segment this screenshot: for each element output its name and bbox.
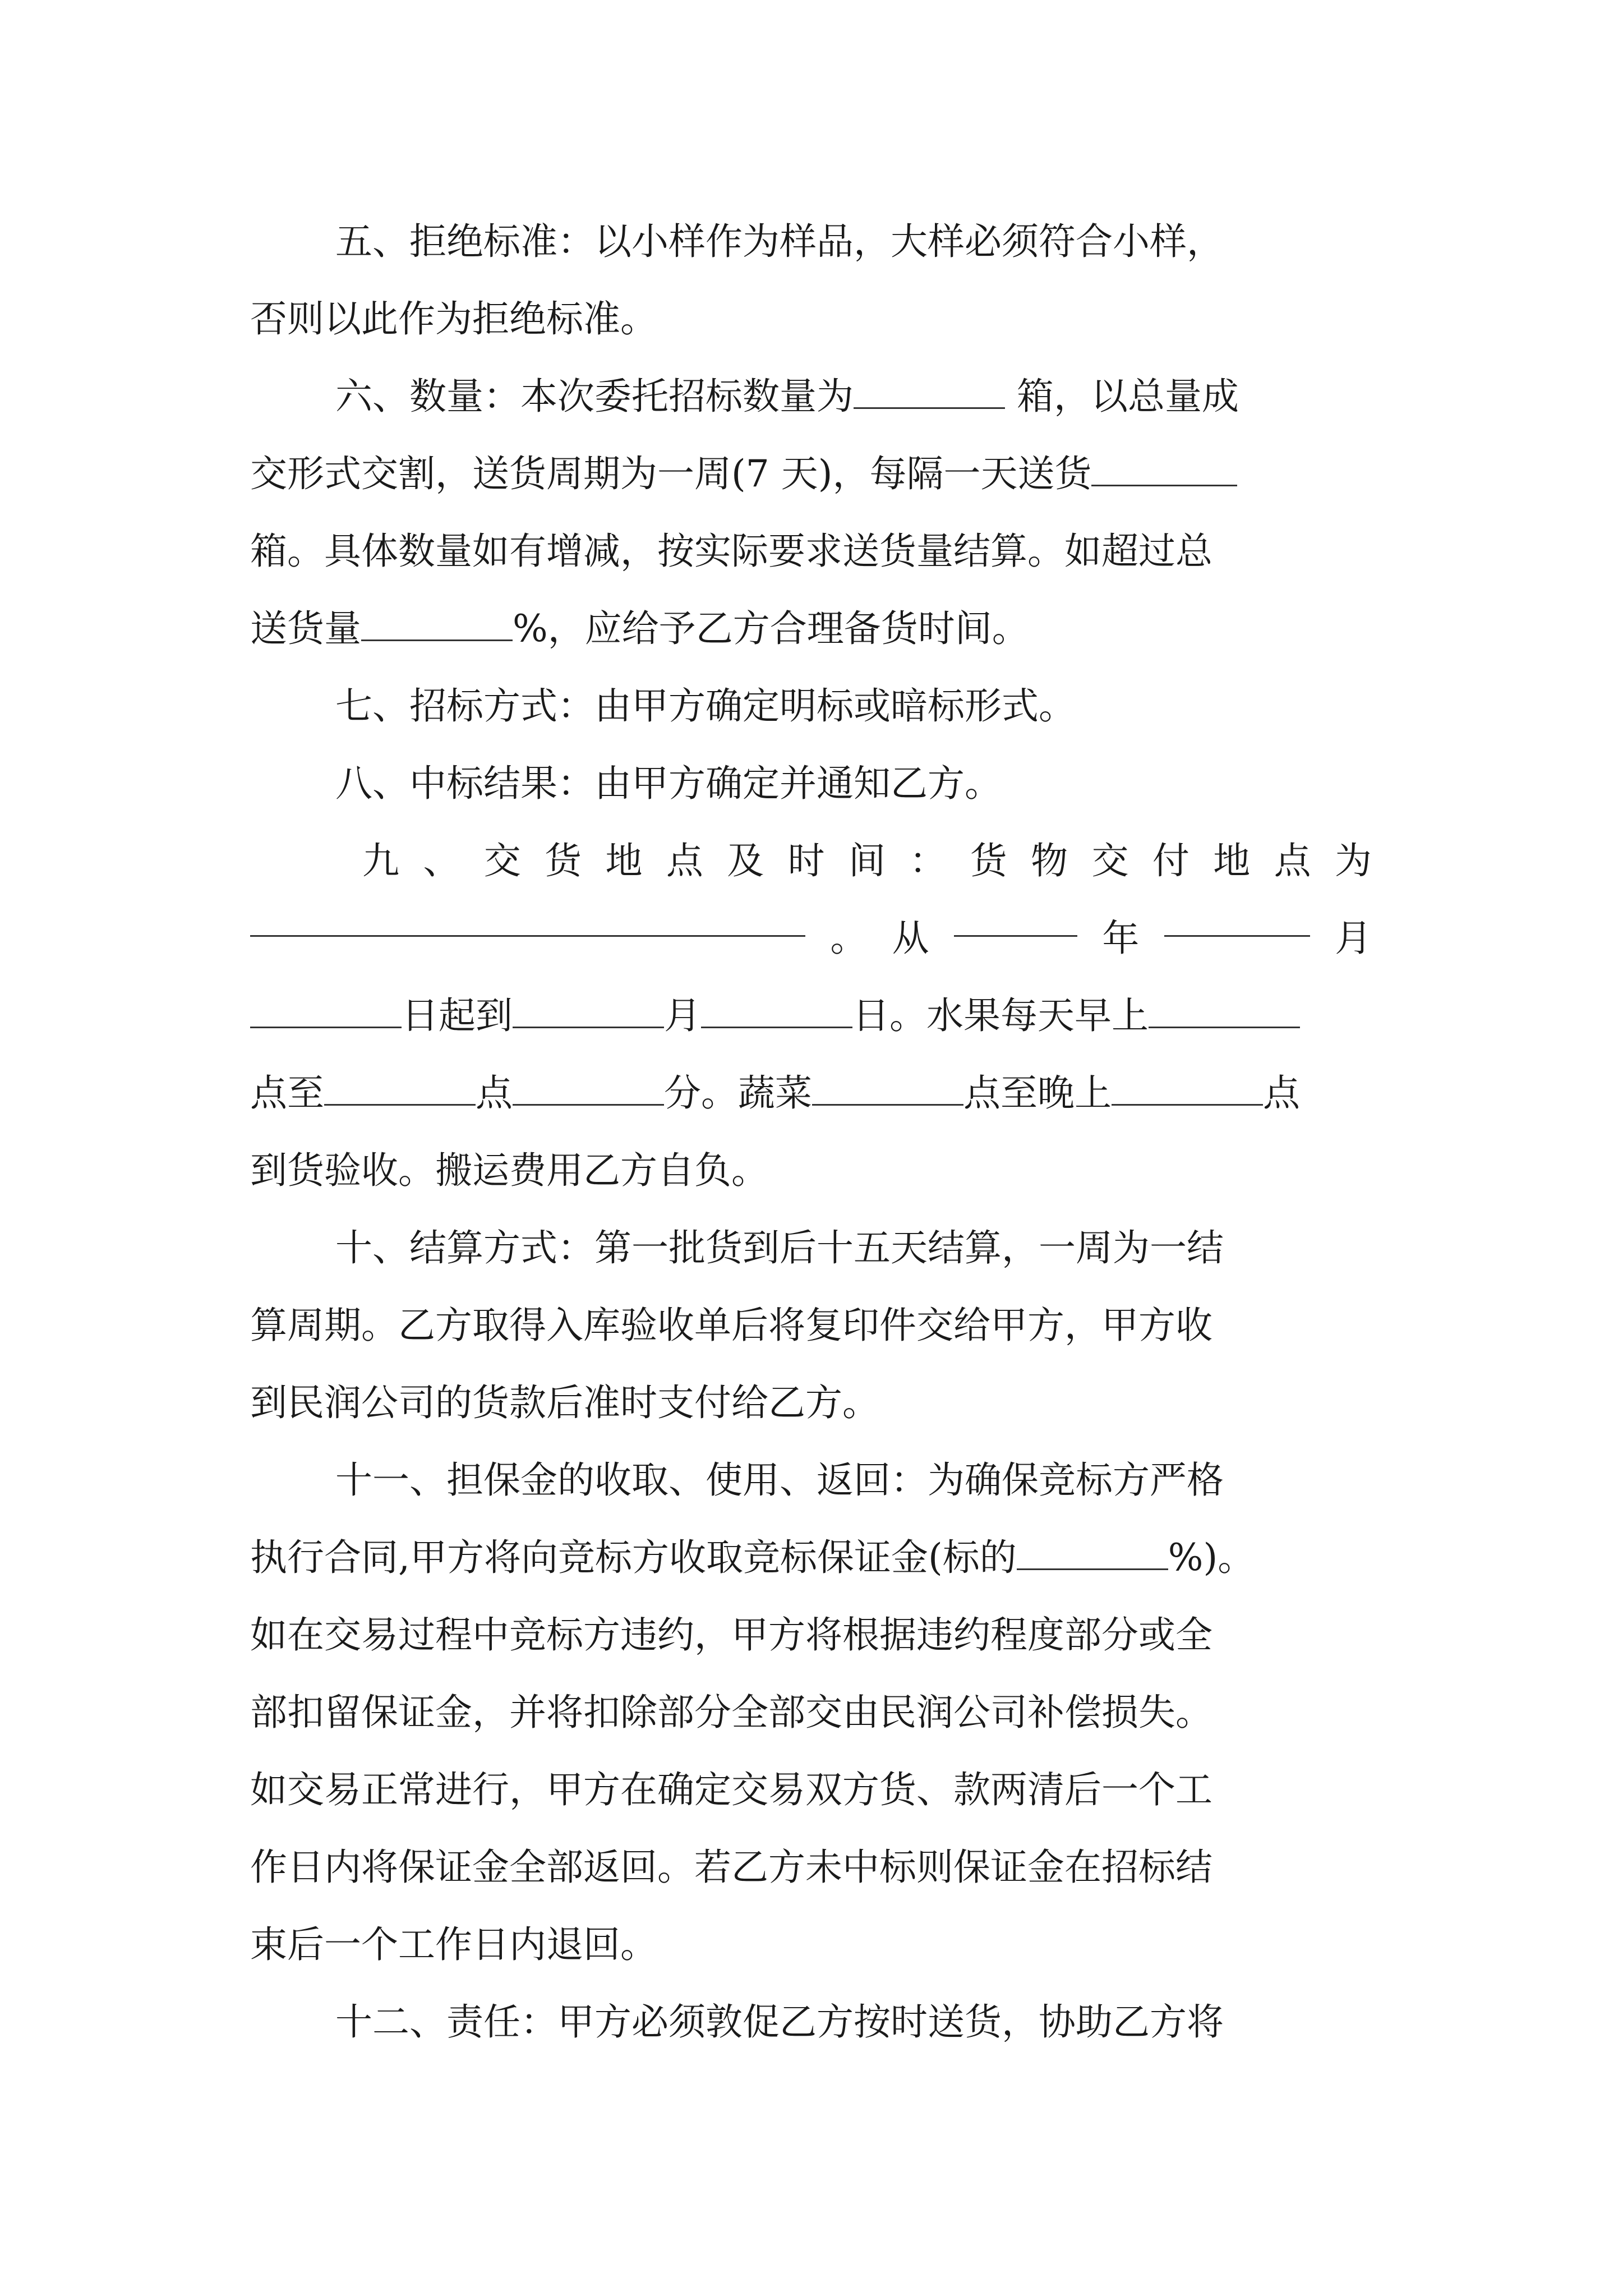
spaced-char: 付 [1152,839,1189,882]
section-6-line-4: 送货量 %，应给予乙方合理备货时间。 [250,590,1428,668]
blank-field [513,1069,664,1106]
blank-field [513,991,664,1028]
section-12-line-1: 十二、责任：甲方必须敦促乙方按时送货，协助乙方将 [335,2000,1224,2044]
spaced-char: 及 [727,839,764,882]
blank-field [361,604,513,641]
section-10-line-2: 算周期。乙方取得入库验收单后将复印件交给甲方，甲方收 [250,1304,1212,1347]
section-6-line-3: 箱。具体数量如有增减，按实际要求送货量结算。如超过总 [250,530,1212,573]
spaced-char: 点 [1274,839,1311,882]
section-11-line-5: 如交易正常进行，甲方在确定交易双方货、款两清后一个工 [250,1768,1212,1811]
blank-field [1149,991,1300,1028]
justified-heading-line [250,822,1372,900]
spaced-char: 间 [849,839,886,882]
section-5-line-1: 五、拒绝标准：以小样作为样品，大样必须符合小样， [335,220,1224,263]
section-11-line-3: 如在交易过程中竞标方违约，甲方将根据违约程度部分或全 [250,1613,1212,1657]
spaced-char: 物 [1031,839,1068,882]
spaced-char: ： [909,839,947,882]
blank-field [324,1069,476,1106]
section-6-line-1: 六、数量：本次委托招标数量为 箱，以总量成 [250,358,1428,435]
spaced-char: 交 [483,839,521,882]
blank-field [250,991,402,1028]
section-11-line-4: 部扣留保证金，并将扣除部分全部交由民润公司补偿损失。 [250,1691,1212,1734]
blank-field [854,372,1005,409]
section-6-line-2: 交形式交割，送货周期为一周(7 天)，每隔一天送货 [250,435,1428,513]
spaced-char: 地 [605,839,643,882]
section-11-line-2: 执行合同,甲方将向竞标方收取竞标保证金(标的 %)。 [250,1519,1428,1596]
section-7-line: 七、招标方式：由甲方确定明标或暗标形式。 [335,684,1076,728]
document-body [250,203,1428,2061]
section-5-line-2: 否则以此作为拒绝标准。 [250,297,657,341]
spaced-char: 九 [362,839,399,882]
section-9-line-3: 日起到 月 日。水果每天早上 [250,977,1428,1055]
section-11-line-6: 作日内将保证金全部返回。若乙方未中标则保证金在招标结 [250,1846,1212,1889]
blank-field [1164,900,1310,937]
spaced-char: 地 [1213,839,1251,882]
blank-field [1091,449,1237,486]
blank-field [701,991,852,1028]
spaced-char: 点 [666,839,703,882]
blank-field [1112,1069,1263,1106]
spaced-char: 货 [970,839,1007,882]
blank-field [812,1069,963,1106]
section-11-line-7: 束后一个工作日内退回。 [250,1923,657,1966]
spaced-char: 时 [787,839,825,882]
spaced-char: 、 [423,839,460,882]
blank-field [250,900,805,937]
blank-field [954,900,1077,937]
spaced-char: 交 [1091,839,1129,882]
section-11-line-1: 十一、担保金的收取、使用、返回：为确保竞标方严格 [335,1458,1224,1502]
blank-field [1017,1533,1168,1570]
section-10-line-1: 十、结算方式：第一批货到后十五天结算，一周为一结 [335,1226,1224,1269]
section-9-line-5: 到货验收。搬运费用乙方自负。 [250,1149,768,1192]
section-9-line-2: 。 从 年 月 [250,900,1372,977]
section-10-line-3: 到民润公司的货款后准时支付给乙方。 [250,1381,879,1424]
section-9-line-4: 点至 点 分。蔬菜 点至晚上 点 [250,1055,1428,1132]
section-9-line-1 [250,822,1428,900]
section-8-line: 八、中标结果：由甲方确定并通知乙方。 [335,762,1002,805]
spaced-char: 货 [545,839,582,882]
spaced-char: 为 [1335,839,1372,882]
